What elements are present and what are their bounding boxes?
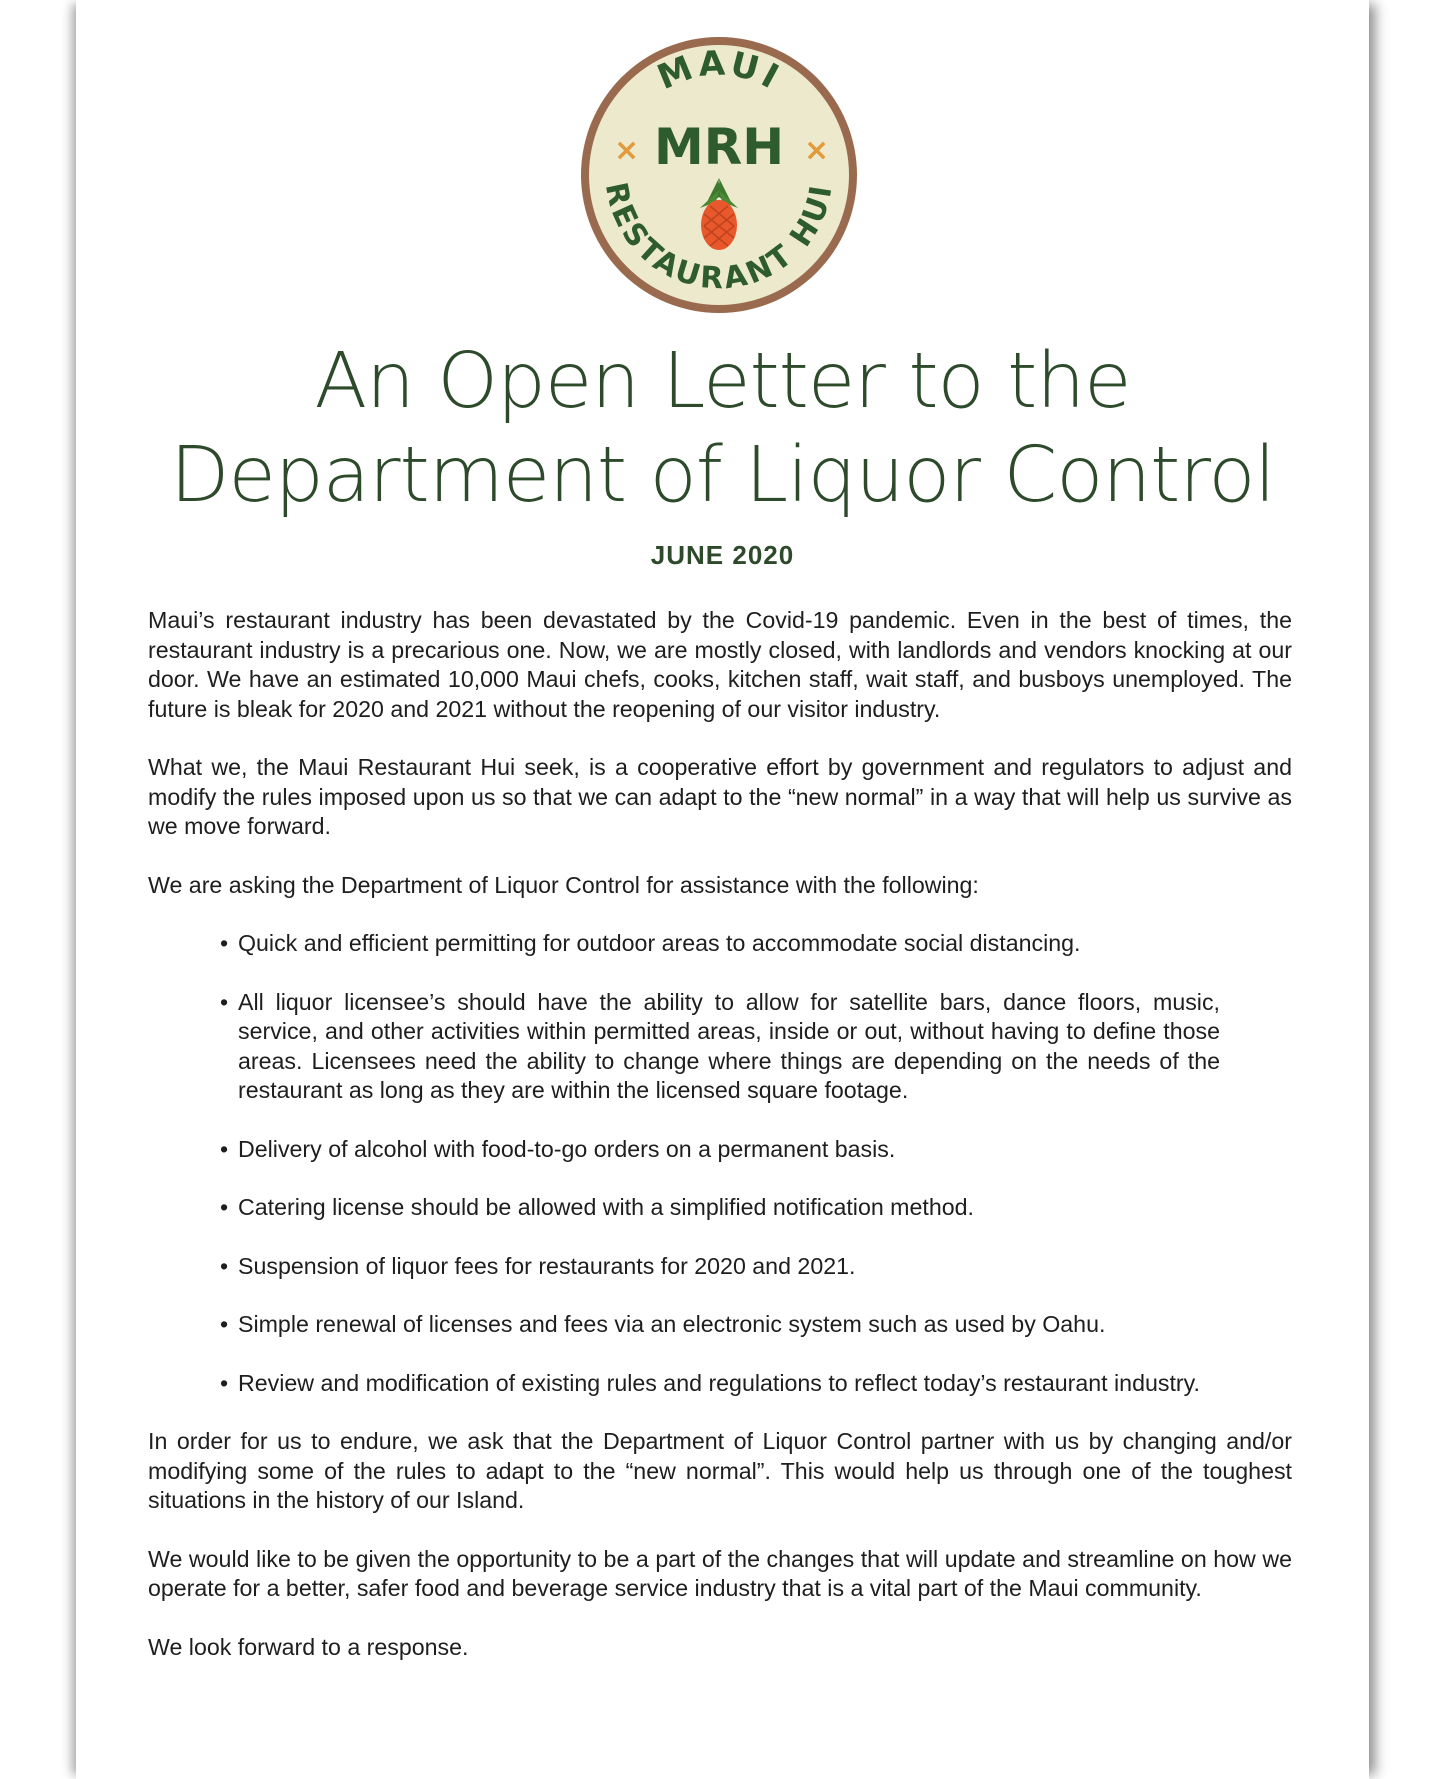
letter-body [148, 606, 1292, 1662]
list-item: • Quick and efficient permitting for outdoor areas to accommodate social distancing. [220, 929, 1220, 959]
logo-top-text: MAUI [651, 43, 789, 99]
letter-page [76, 0, 1369, 1779]
maui-restaurant-hui-logo [576, 32, 862, 318]
request-list [148, 929, 1292, 1398]
logo-mark-right: × [804, 133, 830, 168]
logo-center-text: MRH [653, 118, 785, 176]
letter-date: JUNE 2020 [650, 540, 795, 570]
paragraph-endure: In order for us to endure, we ask that the Department of Liquor Control partner with us by changing and/or modifying some of the rules to adapt to the “new normal”. This would help us through one of the toughest situations in the history of our Island. [148, 1428, 1292, 1513]
logo-mark-left: × [614, 133, 640, 168]
title-line-2: Department of Liquor Control [170, 431, 1275, 520]
paragraph-seek: What we, the Maui Restaurant Hui seek, is a cooperative effort by government and regulators to adjust and modify the rules imposed upon us so that we can adapt to the “new normal” in a way that will help us survive as we move forward. [148, 754, 1292, 839]
list-item: • Review and modification of existing rules and regulations to reflect today’s restaurant industry. [220, 1369, 1220, 1399]
paragraph-asking: We are asking the Department of Liquor Control for assistance with the following: [148, 871, 979, 898]
page-title [76, 335, 1369, 523]
paragraph-closing: We look forward to a response. [148, 1633, 469, 1660]
background [0, 0, 76, 1779]
list-item: • All liquor licensee’s should have the ability to allow for satellite bars, dance floors, music, service, and other activities within permitted areas, inside or out, without having to define those areas. Licensees need the ability to change where things are depending on the needs of the restaurant as long as they are within the licensed square footage. [220, 988, 1220, 1106]
list-item: • Suspension of liquor fees for restaurants for 2020 and 2021. [220, 1252, 1220, 1282]
logo-bottom-text: RESTAURANT HUI [597, 179, 840, 297]
title-line-1: An Open Letter to the [314, 337, 1131, 426]
paragraph-opportunity: We would like to be given the opportunity to be a part of the changes that will update and streamline on how we operate for a better, safer food and beverage service industry that is a vital part of the Maui community. [148, 1545, 1292, 1601]
list-item: • Simple renewal of licenses and fees via an electronic system such as used by Oahu. [220, 1310, 1220, 1340]
list-item: • Catering license should be allowed with a simplified notification method. [220, 1193, 1220, 1223]
list-item: • Delivery of alcohol with food-to-go orders on a permanent basis. [220, 1135, 1220, 1165]
paragraph-intro: Maui’s restaurant industry has been devastated by the Covid-19 pandemic. Even in the best of times, the restaurant industry is a precarious one. Now, we are mostly closed, with landlords and vendors knocking at our door. We have an estimated 10,000 Maui chefs, cooks, kitchen staff, wait staff, and busboys unemployed. The future is bleak for 2020 and 2021 without the reopening of our visitor industry. [148, 607, 1292, 722]
